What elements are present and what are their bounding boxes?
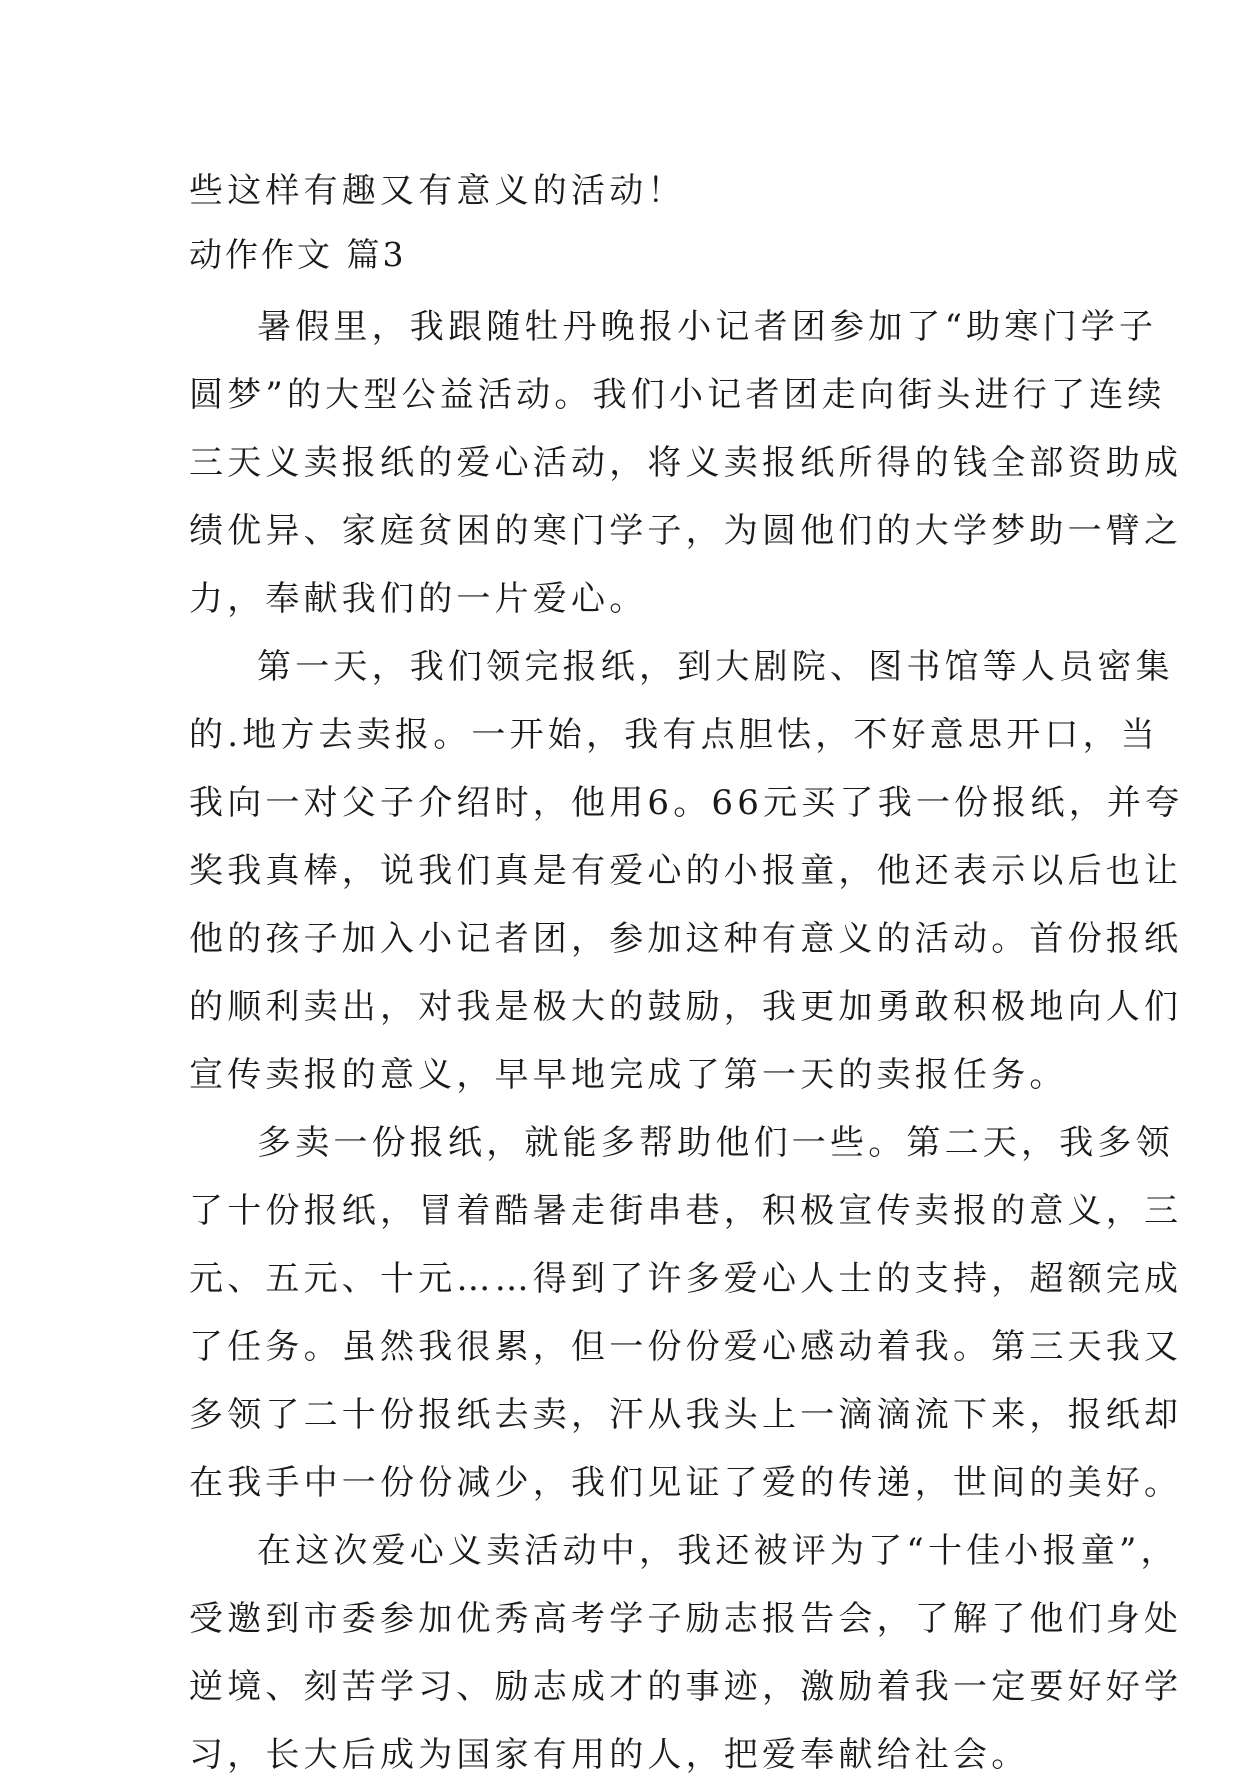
paragraph-2 xyxy=(189,633,1184,1109)
paragraph-line: 的.地方去卖报。一开始，我有点胆怯，不好意思开口，当 xyxy=(189,715,1160,755)
paragraph-line: 习，长大后成为国家有用的人，把爱奉献给社会。 xyxy=(189,1735,1030,1775)
paragraph-3 xyxy=(189,1109,1183,1517)
paragraph-line: 我向一对父子介绍时，他用6。66元买了我一份报纸，并夸 xyxy=(189,783,1184,823)
paragraph-line: 第一天，我们领完报纸，到大剧院、图书馆等人员密集 xyxy=(257,647,1174,687)
paragraph-line: 在我手中一份份减少，我们见证了爱的传递，世间的美好。 xyxy=(189,1463,1183,1503)
paragraph-4 xyxy=(189,1517,1183,1789)
paragraph-1 xyxy=(189,293,1183,633)
paragraph-line: 多卖一份报纸，就能多帮助他们一些。第二天，我多领 xyxy=(257,1123,1174,1163)
paragraph-line: 的顺利卖出，对我是极大的鼓励，我更加勇敢积极地向人们 xyxy=(189,987,1183,1027)
paragraph-line: 绩优异、家庭贫困的寒门学子，为圆他们的大学梦助一臂之 xyxy=(189,511,1183,551)
paragraph-line: 他的孩子加入小记者团，参加这种有意义的活动。首份报纸 xyxy=(189,919,1183,959)
article-body xyxy=(189,157,1184,1789)
paragraph-line: 宣传卖报的意义，早早地完成了第一天的卖报任务。 xyxy=(189,1055,1068,1095)
paragraph-line: 奖我真棒，说我们真是有爱心的小报童，他还表示以后也让 xyxy=(189,851,1183,891)
continuation-line: 些这样有趣又有意义的活动！ xyxy=(189,171,686,211)
paragraph-line: 多领了二十份报纸去卖，汗从我头上一滴滴流下来，报纸却 xyxy=(189,1395,1183,1435)
paragraph-line: 受邀到市委参加优秀高考学子励志报告会，了解了他们身处 xyxy=(189,1599,1183,1639)
paragraph-line: 了十份报纸，冒着酷暑走街串巷，积极宣传卖报的意义，三 xyxy=(189,1191,1183,1231)
paragraph-line: 暑假里，我跟随牡丹晚报小记者团参加了“助寒门学子 xyxy=(257,307,1158,347)
section-title: 动作作文 篇3 xyxy=(189,235,407,274)
paragraph-line: 了任务。虽然我很累，但一份份爱心感动着我。第三天我又 xyxy=(189,1327,1183,1367)
paragraph-line: 力，奉献我们的一片爱心。 xyxy=(189,579,648,619)
paragraph-line: 三天义卖报纸的爱心活动，将义卖报纸所得的钱全部资助成 xyxy=(189,443,1183,483)
paragraph-line: 圆梦”的大型公益活动。我们小记者团走向街头进行了连续 xyxy=(189,375,1166,415)
paragraph-line: 逆境、刻苦学习、励志成才的事迹，激励着我一定要好好学 xyxy=(189,1667,1183,1707)
paragraph-line: 元、五元、十元……得到了许多爱心人士的支持，超额完成 xyxy=(189,1259,1183,1299)
paragraph-line: 在这次爱心义卖活动中，我还被评为了“十佳小报童”， xyxy=(257,1531,1179,1571)
